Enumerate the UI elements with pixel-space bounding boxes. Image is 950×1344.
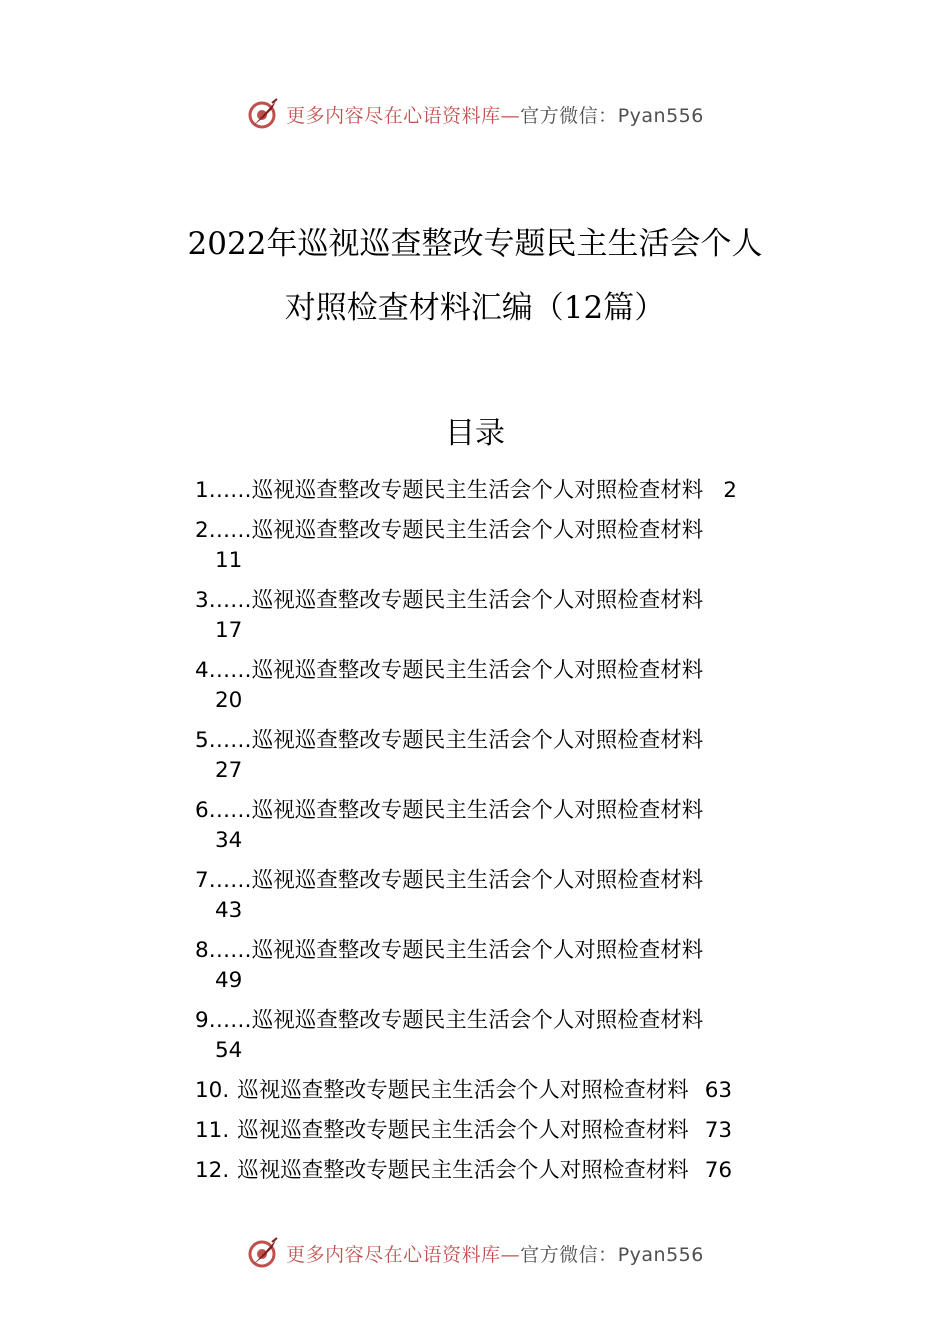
toc-entry-text: 巡视巡查整改专题民主生活会个人对照检查材料: [251, 518, 704, 543]
toc-entry-number: 7……: [195, 868, 252, 893]
banner-wechat-id: Pyan556: [617, 1243, 704, 1266]
toc-entry-page: 17: [215, 618, 243, 643]
toc-entry-number: 1……: [195, 478, 252, 503]
table-of-contents: [195, 476, 855, 1196]
banner-wechat-label: 官方微信：: [520, 104, 618, 127]
footer-banner: [0, 1233, 950, 1273]
toc-entry-number: 3……: [195, 588, 252, 613]
quill-seal-icon: [246, 1236, 280, 1270]
toc-entry-number: 2……: [195, 518, 252, 543]
toc-entry-text: 巡视巡查整改专题民主生活会个人对照检查材料: [251, 938, 704, 963]
toc-entry-text: 巡视巡查整改专题民主生活会个人对照检查材料: [251, 1008, 704, 1033]
banner-wechat-label: 官方微信：: [520, 1243, 618, 1266]
toc-entry-text: 巡视巡查整改专题民主生活会个人对照检查材料: [251, 868, 704, 893]
toc-entry-7[interactable]: [195, 866, 855, 926]
header-banner: [0, 94, 950, 134]
toc-entry-text: 巡视巡查整改专题民主生活会个人对照检查材料: [237, 1078, 689, 1103]
toc-entry-8[interactable]: [195, 936, 855, 996]
toc-entry-page: 43: [215, 898, 243, 923]
toc-entry-page: 73: [704, 1118, 733, 1143]
toc-entry-number: 8……: [195, 938, 252, 963]
toc-entry-number: 5……: [195, 728, 252, 753]
toc-entry-number: 9……: [195, 1008, 252, 1033]
toc-entry-text: 巡视巡查整改专题民主生活会个人对照检查材料: [251, 658, 704, 683]
toc-entry-3[interactable]: [195, 586, 855, 646]
toc-entry-text: 巡视巡查整改专题民主生活会个人对照检查材料: [251, 798, 704, 823]
toc-entry-text: 巡视巡查整改专题民主生活会个人对照检查材料: [237, 1158, 689, 1183]
toc-entry-9[interactable]: [195, 1006, 855, 1066]
quill-seal-icon: [246, 97, 280, 131]
toc-entry-2[interactable]: [195, 516, 855, 576]
toc-entry-11[interactable]: [195, 1116, 855, 1146]
banner-text: [286, 101, 704, 128]
toc-heading: 目录: [445, 416, 505, 451]
toc-entry-6[interactable]: [195, 796, 855, 856]
toc-entry-page: 11: [215, 548, 243, 573]
document-title-line-2: 对照检查材料汇编（12篇）: [284, 290, 666, 326]
banner-text: [286, 1240, 704, 1267]
toc-entry-number: 10.: [195, 1078, 230, 1103]
toc-entry-page: 49: [215, 968, 243, 993]
banner-main-text: 更多内容尽在心语资料库—: [286, 1243, 521, 1266]
banner-main-text: 更多内容尽在心语资料库—: [286, 104, 521, 127]
toc-entry-5[interactable]: [195, 726, 855, 786]
toc-entry-page: 27: [215, 758, 243, 783]
toc-entry-page: 20: [215, 688, 243, 713]
toc-entry-page: 63: [704, 1078, 733, 1103]
toc-entry-page: 34: [215, 828, 243, 853]
toc-entry-number: 6……: [195, 798, 252, 823]
toc-entry-text: 巡视巡查整改专题民主生活会个人对照检查材料: [251, 588, 704, 613]
toc-entry-page: 76: [704, 1158, 733, 1183]
banner-wechat-id: Pyan556: [617, 104, 704, 127]
toc-entry-page: 2: [723, 478, 737, 503]
document-title-line-1: 2022年巡视巡查整改专题民主生活会个人: [187, 226, 763, 262]
toc-entry-1[interactable]: [195, 476, 855, 506]
toc-entry-text: 巡视巡查整改专题民主生活会个人对照检查材料: [237, 1118, 689, 1143]
toc-entry-text: 巡视巡查整改专题民主生活会个人对照检查材料: [251, 728, 704, 753]
toc-entry-number: 4……: [195, 658, 252, 683]
toc-entry-10[interactable]: [195, 1076, 855, 1106]
toc-entry-12[interactable]: [195, 1156, 855, 1186]
toc-entry-page: 54: [215, 1038, 243, 1063]
toc-entry-text: 巡视巡查整改专题民主生活会个人对照检查材料: [251, 478, 704, 503]
toc-entry-number: 11.: [195, 1118, 230, 1143]
toc-entry-4[interactable]: [195, 656, 855, 716]
toc-entry-number: 12.: [195, 1158, 230, 1183]
